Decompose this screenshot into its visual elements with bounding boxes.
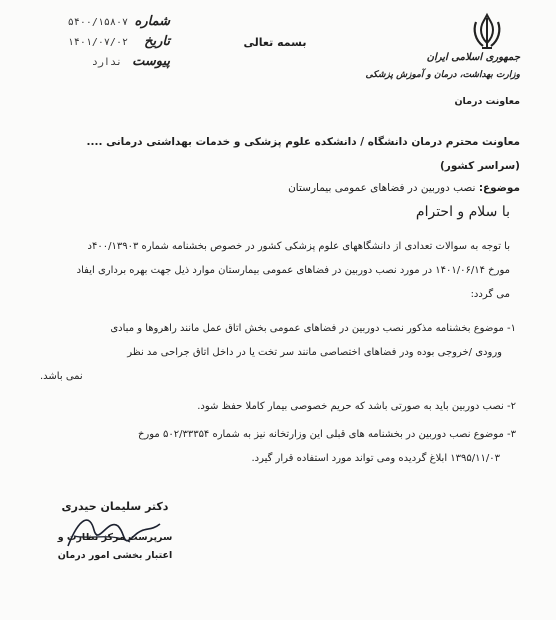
basmala: بسمه تعالی xyxy=(243,36,307,49)
addressee-line1: معاونت محترم درمان دانشگاه / دانشکده علوم پزشکی و خدمات بهداشتی درمانی .... xyxy=(86,136,520,148)
signatory-title-line1: سرپرست مرکز نظارت و xyxy=(57,532,173,543)
intro-line2: مورخ ۱۴۰۱/۰۶/۱۴ در مورد نصب دوربین در فضاهای عمومی بیمارستان موارد ذیل جهت بهره برداری ایفاد xyxy=(76,265,510,276)
greeting: با سلام و احترام xyxy=(415,204,510,220)
addressee-line2: (سراسر کشور) xyxy=(440,160,520,172)
iran-emblem-icon xyxy=(470,12,504,52)
attachment-label: پیوست xyxy=(132,54,170,69)
ministry-title-line1: جمهوری اسلامی ایران xyxy=(426,52,520,63)
letter-attachment-row xyxy=(40,54,170,72)
item1-line1: ۱- موضوع بخشنامه مذکور نصب دوربین در فضاهای عمومی بخش اتاق عمل مانند راهروها و مبادی xyxy=(110,323,516,334)
number-label: شماره xyxy=(134,14,170,29)
item1-line3: نمی باشد. xyxy=(40,371,83,382)
letter-number-row xyxy=(40,14,170,32)
date-label: تاریخ xyxy=(144,34,170,49)
subject-row xyxy=(200,182,520,194)
signatory-title-line2: اعتبار بخشی امور درمان xyxy=(57,550,173,561)
attachment-value: ندارد xyxy=(91,57,122,68)
intro-line1: با توجه به سوالات تعدادی از دانشگاههای علوم پزشکی کشور در خصوص بخشنامه شماره ۴۰۰/۱۳۹۰۳د xyxy=(87,241,510,252)
item3-line1: ۳- موضوع نصب دوربین در بخشنامه های قبلی این وزارتخانه نیز به شماره ۵۰۲/۳۳۳۵۴ مورخ xyxy=(137,429,516,440)
subject-label: موضوع: xyxy=(478,182,520,194)
signatory-name: دکتر سلیمان حیدری xyxy=(61,500,169,513)
intro-line3: می گردد: xyxy=(470,289,510,300)
department-name: معاونت درمان xyxy=(454,96,520,107)
date-value: ۱۴۰۱/۰۷/۰۲ xyxy=(67,37,128,48)
item3-line2: ۱۳۹۵/۱۱/۰۳ ابلاغ گردیده ومی تواند مورد استفاده قرار گیرد. xyxy=(251,453,500,464)
ministry-title-line2: وزارت بهداشت، درمان و آموزش پزشکی xyxy=(365,70,520,80)
number-value: ۵۴۰۰/۱۵۸۰۷ xyxy=(67,17,128,28)
letter-date-row xyxy=(40,34,170,52)
item1-line2: ورودی /خروجی بوده ودر فضاهای اختصاصی مانند سر تخت یا در داخل اتاق جراحی مد نظر xyxy=(127,347,502,358)
subject-text: نصب دوربین در فضاهای عمومی بیمارستان xyxy=(288,182,476,194)
item2-line1: ۲- نصب دوربین باید به صورتی باشد که حریم خصوصی بیمار کاملا حفظ شود. xyxy=(197,401,516,412)
